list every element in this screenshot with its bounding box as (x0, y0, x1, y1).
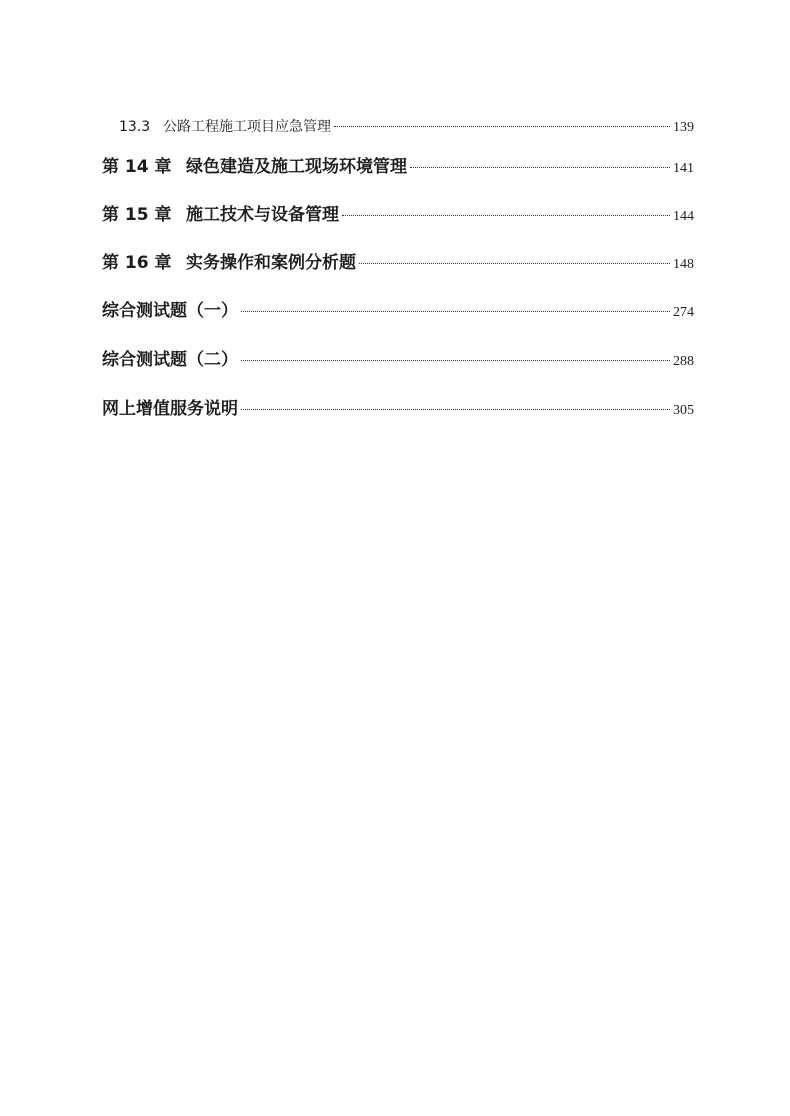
toc-entry-title: 网上增值服务说明 (102, 399, 238, 419)
toc-entry-test-2[interactable] (102, 345, 694, 370)
toc-entry-online-services[interactable] (102, 394, 694, 419)
toc-entry-page: 274 (673, 305, 694, 320)
toc-entry-page: 139 (673, 120, 694, 135)
toc-entry-number: 第 16 章 (102, 253, 172, 273)
toc-entry-title: 公路工程施工项目应急管理 (163, 119, 331, 135)
toc-entry-chapter-14[interactable] (102, 152, 694, 177)
toc-entry-title: 施工技术与设备管理 (186, 205, 339, 225)
toc-entry-page: 148 (673, 257, 694, 272)
dot-leader (342, 215, 670, 216)
toc-entry-number: 13.3 (119, 119, 151, 135)
toc-entry-number: 第 14 章 (102, 157, 172, 177)
dot-leader (410, 167, 670, 168)
toc-entry-title: 综合测试题（二） (102, 350, 238, 370)
dot-leader (334, 126, 670, 127)
toc-entry-chapter-16[interactable] (102, 248, 694, 273)
dot-leader (241, 409, 670, 410)
toc-entry-test-1[interactable] (102, 296, 694, 321)
dot-leader (241, 311, 670, 312)
toc-entry-page: 305 (673, 403, 694, 418)
toc-entry-page: 141 (673, 161, 694, 176)
dot-leader (359, 263, 670, 264)
dot-leader (241, 360, 670, 361)
toc-entry-page: 144 (673, 209, 694, 224)
toc-entry-13-3[interactable] (119, 116, 694, 136)
toc-entry-title: 绿色建造及施工现场环境管理 (186, 157, 407, 177)
toc-entry-page: 288 (673, 354, 694, 369)
toc-entry-title: 综合测试题（一） (102, 301, 238, 321)
toc-entry-number: 第 15 章 (102, 205, 172, 225)
toc-entry-title: 实务操作和案例分析题 (186, 253, 356, 273)
toc-entry-chapter-15[interactable] (102, 200, 694, 225)
